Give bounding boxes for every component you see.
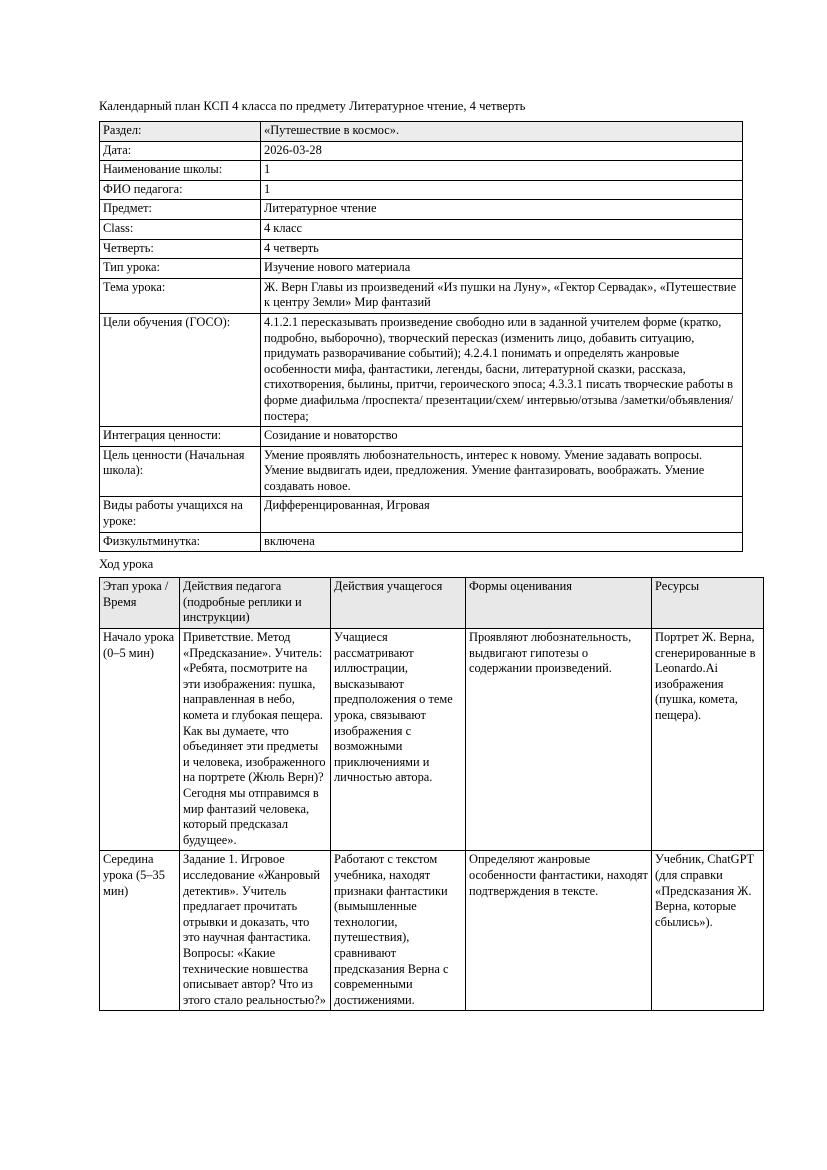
info-value-teacher: 1 — [261, 180, 743, 200]
table-row — [100, 851, 764, 1011]
page-title: Календарный план КСП 4 класса по предмету Литературное чтение, 4 четверть — [99, 99, 526, 113]
table-row — [100, 141, 743, 161]
column-header-teacher-actions: Действия педагога (подробные реплики и инструкции) — [180, 578, 331, 629]
table-row — [100, 278, 743, 313]
lesson-info-table — [99, 121, 743, 552]
info-label-value-integration: Интеграция ценности: — [100, 427, 261, 447]
cell-stage: Начало урока (0–5 мин) — [100, 629, 180, 851]
table-row — [100, 446, 743, 497]
info-value-school: 1 — [261, 161, 743, 181]
info-value-physical-break: включена — [261, 532, 743, 552]
cell-stage: Середина урока (5–35 мин) — [100, 851, 180, 1011]
info-value-razdel: «Путешествие в космос». — [261, 122, 743, 142]
table-row — [100, 200, 743, 220]
cell-student-actions: Работают с текстом учебника, находят признаки фантастики (вымышленные технологии, путешествия), сравнивают предсказания Верна с современными достижениями. — [331, 851, 466, 1011]
info-label-teacher: ФИО педагога: — [100, 180, 261, 200]
table-row — [100, 122, 743, 142]
table-row — [100, 180, 743, 200]
table-row — [100, 427, 743, 447]
info-label-class: Class: — [100, 219, 261, 239]
info-value-lesson-topic: Ж. Верн Главы из произведений «Из пушки на Луну», «Гектор Сервадак», «Путешествие к центру Земли» Мир фантазий — [261, 278, 743, 313]
table-row — [100, 497, 743, 532]
table-row — [100, 629, 764, 851]
column-header-student-actions: Действия учащегося — [331, 578, 466, 629]
info-value-subject: Литературное чтение — [261, 200, 743, 220]
info-value-value-goal: Умение проявлять любознательность, интерес к новому. Умение задавать вопросы. Умение выдвигать идеи, предложения. Умение фантазировать, воображать. Умение создавать новое. — [261, 446, 743, 497]
table-row — [100, 259, 743, 279]
column-header-resources: Ресурсы — [652, 578, 764, 629]
info-value-data: 2026-03-28 — [261, 141, 743, 161]
info-label-razdel: Раздел: — [100, 122, 261, 142]
table-row — [100, 532, 743, 552]
info-label-lesson-type: Тип урока: — [100, 259, 261, 279]
info-label-work-types: Виды работы учащихся на уроке: — [100, 497, 261, 532]
lesson-flow-table-body — [100, 629, 764, 1011]
column-header-assessment: Формы оценивания — [466, 578, 652, 629]
cell-teacher-actions: Задание 1. Игровое исследование «Жанровый детектив». Учитель предлагает прочитать отрывки и доказать, что это научная фантастика. Вопросы: «Какие технические новшества описывает автор? Что из этого стало реальностью?» — [180, 851, 331, 1011]
info-label-lesson-topic: Тема урока: — [100, 278, 261, 313]
lesson-flow-table — [99, 577, 764, 1011]
table-row — [100, 219, 743, 239]
table-header-row — [100, 578, 764, 629]
cell-assessment: Определяют жанровые особенности фантастики, находят подтверждения в тексте. — [466, 851, 652, 1011]
table-row — [100, 161, 743, 181]
info-value-class: 4 класс — [261, 219, 743, 239]
info-label-value-goal: Цель ценности (Начальная школа): — [100, 446, 261, 497]
info-label-physical-break: Физкультминутка: — [100, 532, 261, 552]
cell-resources: Портрет Ж. Верна, сгенерированные в Leonardo.Ai изображения (пушка, комета, пещера). — [652, 629, 764, 851]
cell-resources: Учебник, ChatGPT (для справки «Предсказания Ж. Верна, которые сбылись»). — [652, 851, 764, 1011]
column-header-stage: Этап урока / Время — [100, 578, 180, 629]
lesson-flow-table-head — [100, 578, 764, 629]
table-row — [100, 313, 743, 426]
info-label-objectives: Цели обучения (ГОСО): — [100, 313, 261, 426]
info-value-work-types: Дифференцированная, Игровая — [261, 497, 743, 532]
info-label-data: Дата: — [100, 141, 261, 161]
info-value-lesson-type: Изучение нового материала — [261, 259, 743, 279]
info-label-school: Наименование школы: — [100, 161, 261, 181]
lesson-info-table-body — [100, 122, 743, 552]
info-value-quarter: 4 четверть — [261, 239, 743, 259]
info-value-objectives: 4.1.2.1 пересказывать произведение свободно или в заданной учителем форме (кратко, подробно, выборочно), творческий пересказ (изменить лицо, добавить ситуацию, придумать разворачивание событий); 4.2.4.1 понимать и определять жанровые особенности мифа, фантастики, легенды, басни, литературной сказки, рассказа, стихотворения, былины, притчи, героического эпоса; 4.3.3.1 писать творческие работы в форме диафильма /проспекта/ презентации/схем/ интервью/отзыва /заметки/объявления/ постера; — [261, 313, 743, 426]
info-label-subject: Предмет: — [100, 200, 261, 220]
lesson-flow-heading: Ход урока — [99, 557, 154, 572]
cell-teacher-actions: Приветствие. Метод «Предсказание». Учитель: «Ребята, посмотрите на эти изображения: пушка, направленная в небо, комета и глубокая пещера. Как вы думаете, что объединяет эти предметы и человека, изображенного на портрете (Жюль Верн)? Сегодня мы отправимся в мир фантазий человека, который предсказал будущее». — [180, 629, 331, 851]
cell-student-actions: Учащиеся рассматривают иллюстрации, высказывают предположения о теме урока, связывают изображения с возможными приключениями и личностью автора. — [331, 629, 466, 851]
info-label-quarter: Четверть: — [100, 239, 261, 259]
cell-assessment: Проявляют любознательность, выдвигают гипотезы о содержании произведений. — [466, 629, 652, 851]
table-row — [100, 239, 743, 259]
document-content — [99, 98, 756, 1011]
info-value-value-integration: Созидание и новаторство — [261, 427, 743, 447]
